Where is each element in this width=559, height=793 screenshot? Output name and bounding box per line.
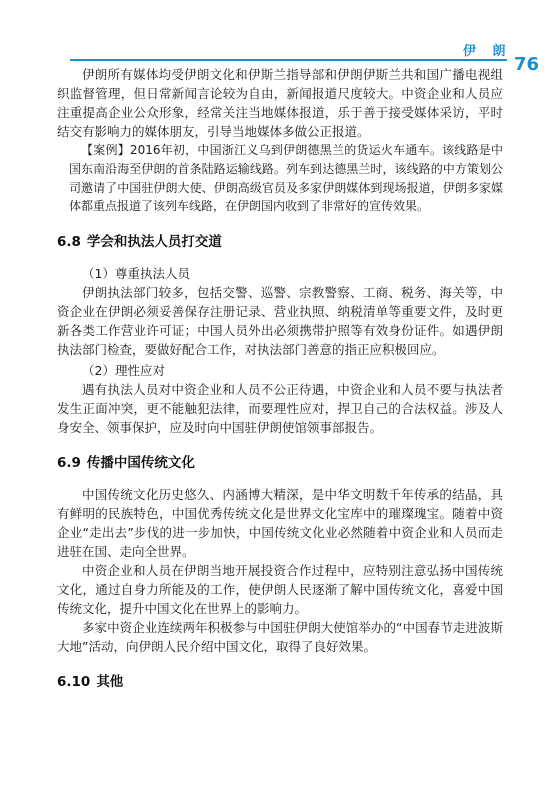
section-title-6-10 — [57, 672, 503, 692]
section-title-6-9 — [57, 453, 503, 473]
subsection-title: （1）尊重执法人员 — [82, 266, 190, 282]
section-number: 6.8 — [57, 234, 81, 251]
page-number: 76 — [514, 54, 540, 75]
culture-paragraph: 中资企业和人员在伊朗当地开展投资合作过程中，应特别注意弘扬中国传统文化，通过自身力所能及的工作，使伊朗人民逐渐了解中国传统文化，喜爱中国传统文化，提升中国文化在世界上的影响力。 — [57, 563, 503, 617]
section-number: 6.9 — [57, 455, 81, 472]
section-heading-text: 其他 — [96, 674, 124, 691]
culture-paragraph: 多家中资企业连续两年积极参与中国驻伊朗大使馆举办的“中国春节走进波斯大地”活动，向伊朗人民介绍中国文化，取得了良好效果。 — [57, 620, 503, 655]
subsection-title: （2）理性应对 — [82, 363, 165, 379]
case-block — [69, 141, 503, 216]
culture-paragraph: 中国传统文化历史悠久、内涵博大精深，是中华文明数千年传承的结晶，具有鲜明的民族特色，中国优秀传统文化是世界文化宝库中的璀璨瑰宝。随着中资企业“走出去”步伐的进一步加快，中国传统文化业必然随着中资企业和人员而走进驻在国、走向全世界。 — [57, 487, 503, 560]
page-body — [57, 65, 503, 704]
section-heading-text: 学会和执法人员打交道 — [86, 234, 222, 251]
section-number: 6.10 — [57, 674, 91, 691]
case-paragraph: 【案例】2016年初，中国浙江义乌到伊朗德黑兰的货运火车通车。该线路是中国东南沿海至伊朗的首条陆路运输线路。列车到达德黑兰时，该线路的中方策划公司邀请了中国驻伊朗大使、伊朗高级官员及多家伊朗媒体到现场报道，伊朗多家媒体都重点报道了该列车线路，在伊朗国内收到了非常好的宣传效果。 — [69, 143, 503, 214]
subsection-paragraph: 遇有执法人员对中资企业和人员不公正待遇，中资企业和人员不要与执法者发生正面冲突，更不能触犯法律，而要理性应对，捍卫自己的合法权益。涉及人身安全、领事保护，应及时向中国驻伊朗使馆领事部报告。 — [57, 382, 503, 436]
section-heading-text: 传播中国传统文化 — [86, 455, 195, 472]
subsection-paragraph: 伊朗执法部门较多，包括交警、巡警、宗教警察、工商、税务、海关等，中资企业在伊朗必须妥善保存注册记录、营业执照、纳税清单等重要文件，及时更新各类工作营业许可证；中国人员外出必须携带护照等有效身份证件。如遇伊朗执法部门检查，要做好配合工作，对执法部门善意的指正应积极回应。 — [57, 285, 503, 358]
running-title: 伊 朗 — [463, 44, 512, 59]
header-rule — [70, 59, 507, 61]
section-title-6-8 — [57, 232, 503, 252]
media-paragraph: 伊朗所有媒体均受伊朗文化和伊斯兰指导部和伊朗伊斯兰共和国广播电视组织监督管理，但日常新闻言论较为自由，新闻报道尺度较大。中资企业和人员应注重提高企业公众形象，经常关注当地媒体报道，乐于善于接受媒体采访，平时结交有影响力的媒体朋友，引导当地媒体多做公正报道。 — [57, 67, 503, 139]
